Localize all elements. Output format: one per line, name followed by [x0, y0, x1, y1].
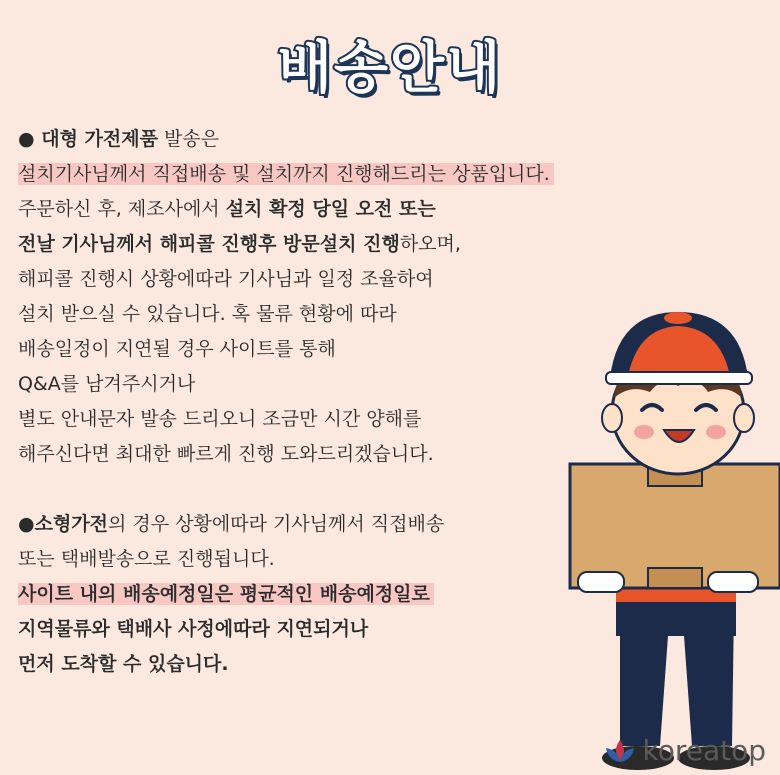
- notice-line: 배송일정이 지연될 경우 사이트를 통해: [18, 338, 336, 360]
- brand-logo: [602, 734, 766, 767]
- notice-line: [18, 192, 708, 227]
- bullet: ●: [18, 513, 35, 535]
- notice-line: [18, 227, 708, 262]
- bold-text: 전날 기사님께서 해피콜 진행후 방문설치 진행: [18, 233, 400, 255]
- highlighted-text: 사이트 내의 배송예정일은 평균적인 배송예정일로: [18, 583, 434, 605]
- page-title: 배송안내: [277, 36, 503, 101]
- delivery-man-icon: [558, 306, 780, 775]
- notice-text: 발송은: [157, 128, 220, 150]
- notice-line: 별도 안내문자 발송 드리오니 조금만 시간 양해를: [18, 408, 422, 430]
- notice-line: 설치 받으실 수 있습니다. 혹 물류 현황에 따라: [18, 303, 397, 325]
- notice-line: [18, 157, 708, 192]
- notice-text: 의 경우 상황에따라 기사님께서 직접배송: [108, 513, 445, 535]
- bold-text: 먼저 도착할 수 있습니다.: [18, 653, 229, 675]
- notice-text: 하오며,: [399, 233, 461, 255]
- small-appliance-label: 소형가전: [34, 513, 109, 535]
- lotus-icon: [602, 738, 638, 764]
- logo-text: koreatop: [642, 734, 766, 767]
- bullet: ●: [18, 128, 35, 150]
- notice-line: 또는 택배발송으로 진행됩니다.: [18, 548, 275, 570]
- bold-text: 지역물류와 택배사 사정에따라 지연되거나: [18, 618, 369, 640]
- notice-line: 해피콜 진행시 상황에따라 기사님과 일정 조율하여: [18, 268, 434, 290]
- large-appliance-label: 대형 가전제품: [41, 128, 158, 150]
- notice-line: [18, 122, 708, 157]
- highlighted-text: 설치기사님께서 직접배송 및 설치까지 진행해드리는 상품입니다.: [18, 163, 554, 185]
- bold-text: 설치 확정 당일 오전 또는: [225, 198, 436, 220]
- notice-line: Q&A를 남겨주시거나: [18, 373, 196, 395]
- notice-line: 해주신다면 최대한 빠르게 진행 도와드리겠습니다.: [18, 443, 434, 465]
- notice-text: 주문하신 후, 제조사에서: [18, 198, 226, 220]
